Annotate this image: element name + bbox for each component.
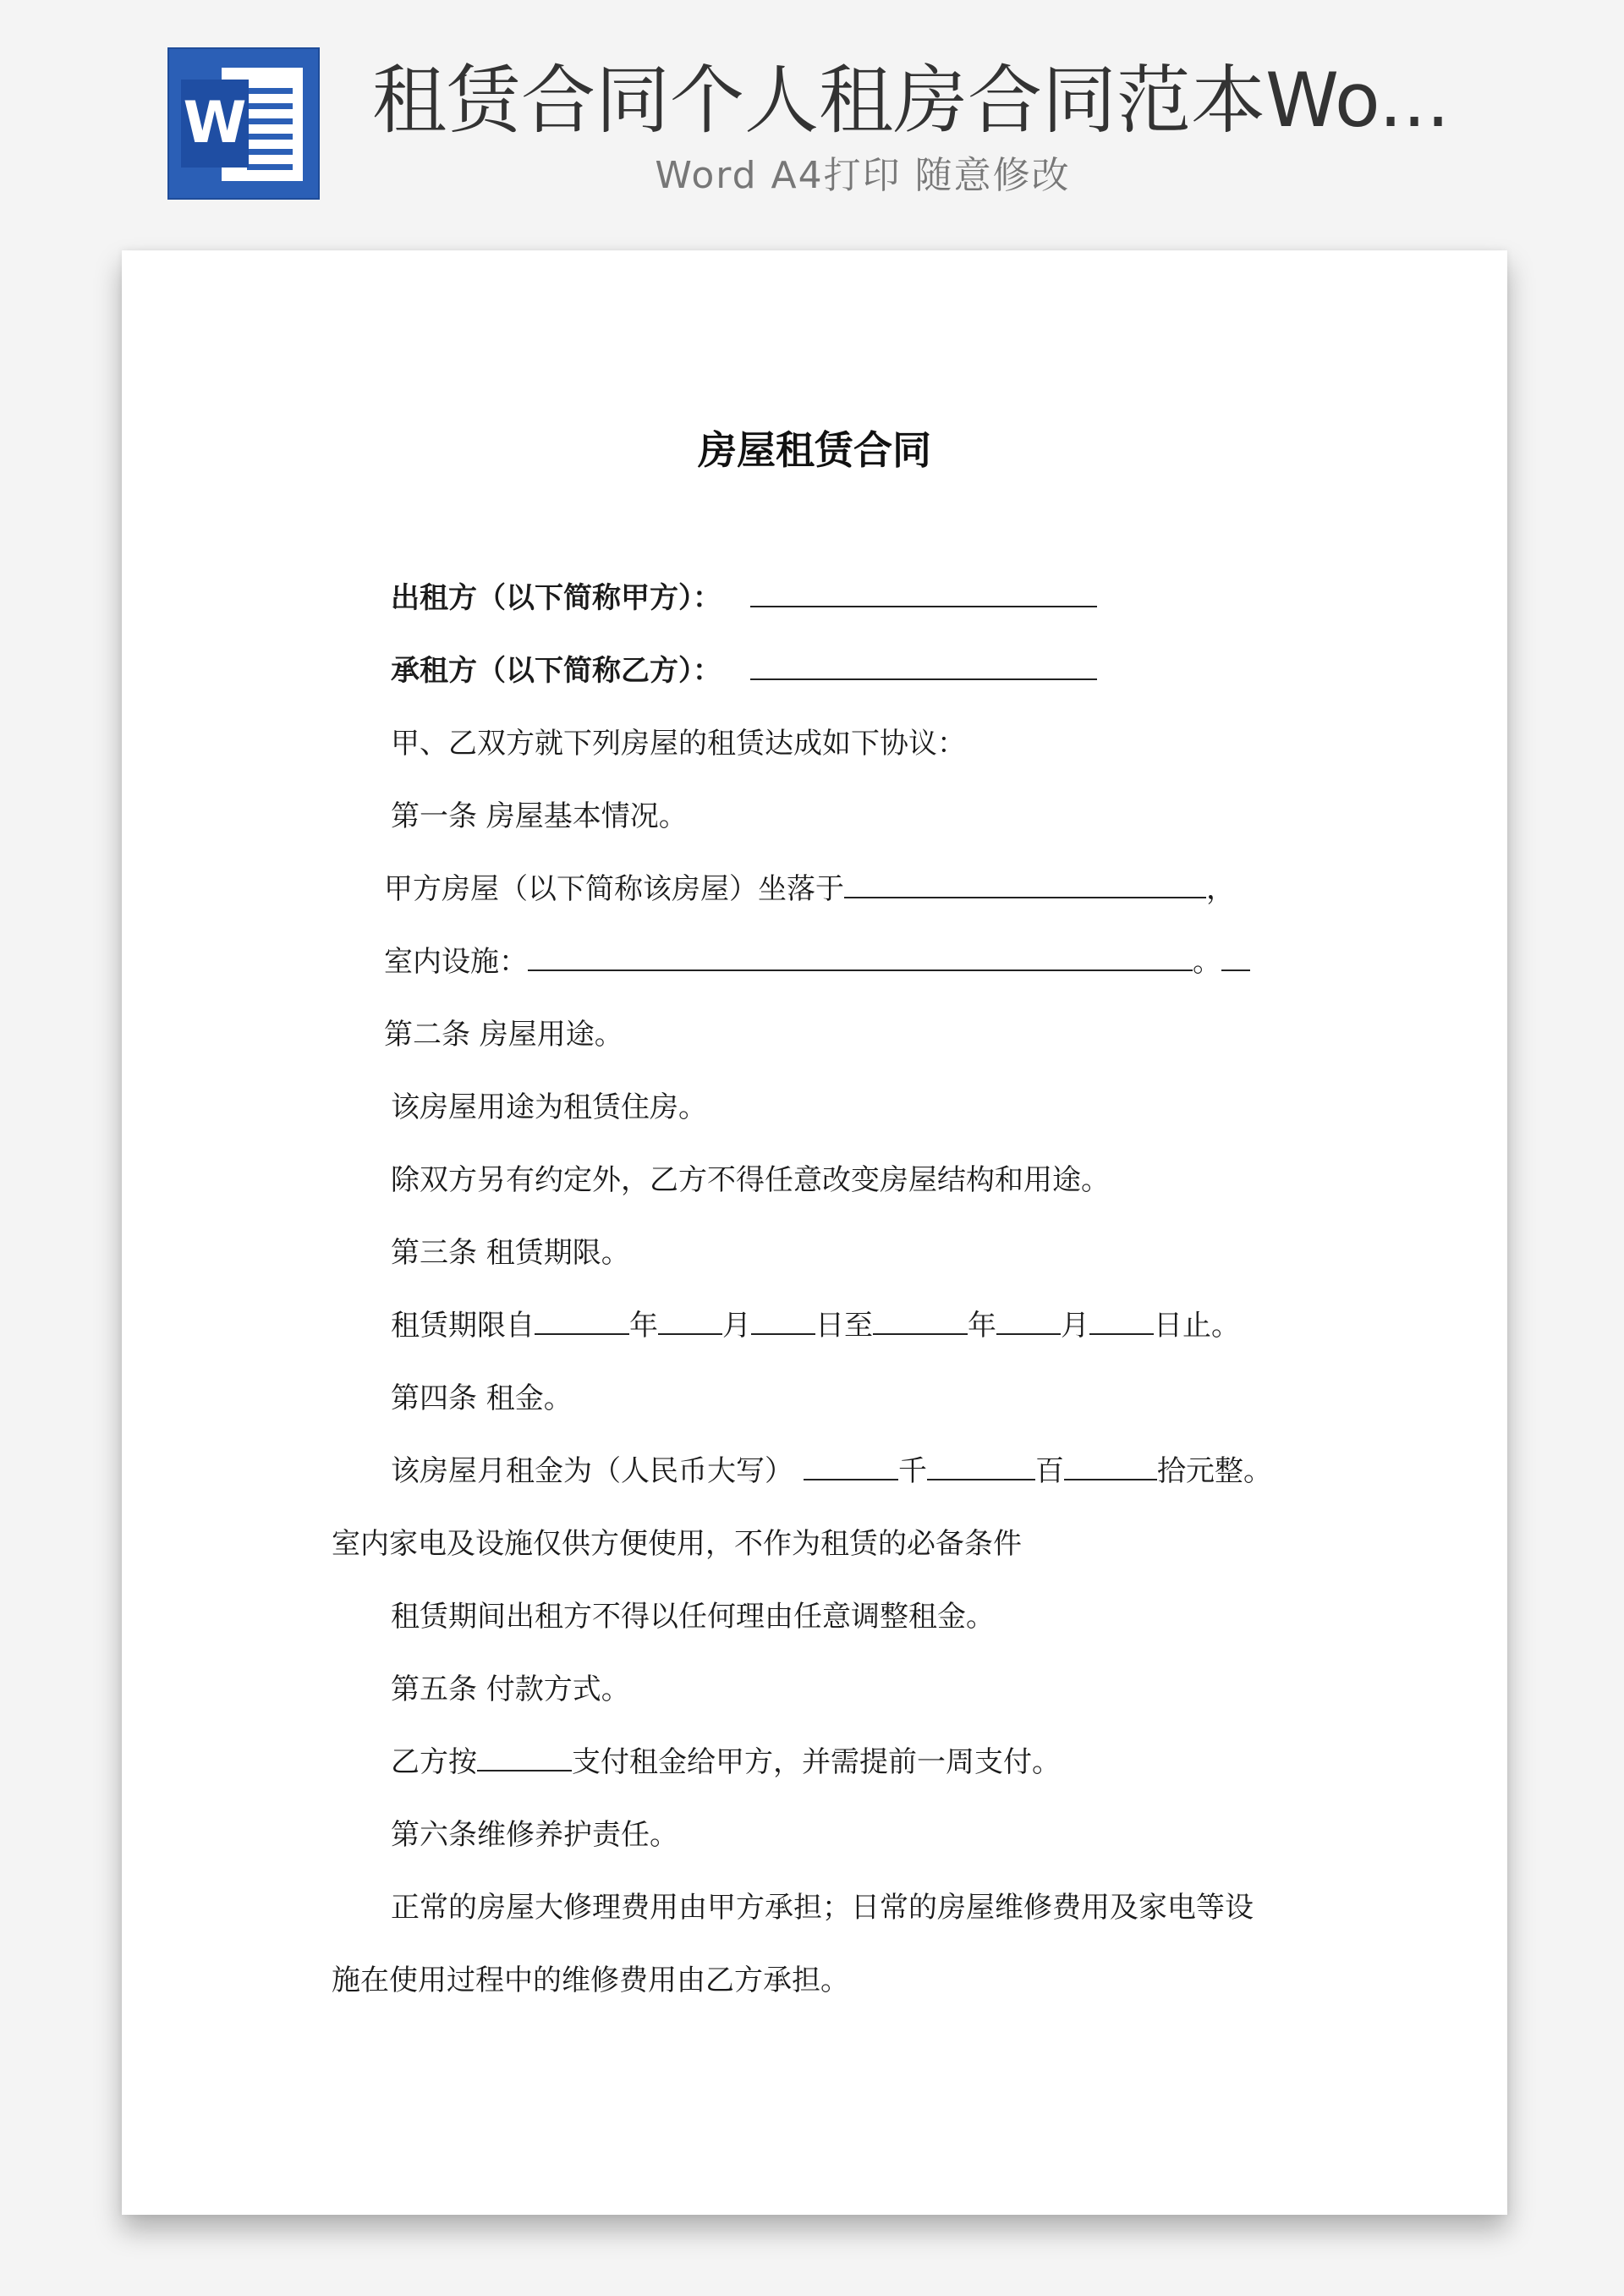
article-5-heading: 第五条 付款方式。 bbox=[391, 1673, 630, 1706]
lessor-label: 出租方（以下简称甲方）： bbox=[391, 581, 721, 615]
start-month-blank bbox=[658, 1305, 722, 1335]
contract-title: 房屋租赁合同 bbox=[698, 427, 931, 473]
rent-hundred: 百 bbox=[1035, 1454, 1064, 1488]
lessor-line bbox=[391, 577, 1097, 619]
location-line bbox=[384, 868, 1235, 910]
end-day-blank bbox=[1089, 1305, 1154, 1335]
end-month-blank bbox=[996, 1305, 1061, 1335]
article-3-heading: 第三条 租赁期限。 bbox=[391, 1236, 630, 1270]
rent-line bbox=[391, 1450, 1272, 1492]
term-month-2: 月 bbox=[1061, 1309, 1089, 1343]
lessee-blank bbox=[750, 650, 1097, 680]
facilities-line bbox=[384, 941, 1250, 983]
lessee-line bbox=[391, 650, 1097, 692]
location-prefix: 甲方房屋（以下简称该房屋）坐落于 bbox=[384, 872, 844, 906]
start-day-blank bbox=[751, 1305, 815, 1335]
article-4-heading: 第四条 租金。 bbox=[391, 1381, 573, 1415]
location-suffix: ， bbox=[1206, 872, 1235, 906]
end-year-blank bbox=[873, 1305, 968, 1335]
payment-prefix: 乙方按 bbox=[391, 1745, 477, 1779]
appliances-line: 室内家电及设施仅供方便使用，不作为租赁的必备条件 bbox=[332, 1527, 1022, 1561]
rent-hundred-blank bbox=[927, 1450, 1035, 1480]
document-page bbox=[122, 250, 1507, 2215]
term-day-1: 日至 bbox=[815, 1309, 873, 1343]
facilities-blank bbox=[528, 941, 1193, 971]
word-letter-badge: W bbox=[181, 80, 249, 168]
facilities-blank-2 bbox=[1221, 941, 1250, 971]
payment-blank bbox=[477, 1741, 572, 1771]
word-doc-icon bbox=[167, 47, 320, 200]
maintenance-line-1: 正常的房屋大修理费用由甲方承担；日常的房屋维修费用及家电等设 bbox=[391, 1891, 1254, 1925]
location-blank bbox=[844, 868, 1206, 898]
start-year-blank bbox=[535, 1305, 629, 1335]
page-title: 租赁合同个人租房合同范本Wo... bbox=[372, 57, 1451, 144]
rent-thousand: 千 bbox=[898, 1454, 927, 1488]
term-day-2: 日止。 bbox=[1154, 1309, 1240, 1343]
rent-ten-blank bbox=[1064, 1450, 1157, 1480]
rent-thousand-blank bbox=[804, 1450, 898, 1480]
article-6-heading: 第六条维修养护责任。 bbox=[391, 1818, 678, 1852]
term-month-1: 月 bbox=[722, 1309, 751, 1343]
payment-line bbox=[391, 1741, 1061, 1783]
article-2-heading: 第二条 房屋用途。 bbox=[384, 1018, 623, 1052]
usage-line-1: 该房屋用途为租赁住房。 bbox=[391, 1090, 707, 1124]
facilities-prefix: 室内设施： bbox=[384, 945, 528, 979]
facilities-suffix: 。 bbox=[1193, 945, 1221, 979]
lessee-label: 承租方（以下简称乙方）： bbox=[391, 654, 721, 688]
lessor-blank bbox=[750, 577, 1097, 607]
term-from: 租赁期限自 bbox=[391, 1309, 535, 1343]
term-line bbox=[391, 1305, 1240, 1347]
no-adjust-line: 租赁期间出租方不得以任何理由任意调整租金。 bbox=[391, 1600, 995, 1634]
rent-prefix: 该房屋月租金为（人民币大写） bbox=[391, 1454, 793, 1488]
page-subtitle: Word A4打印 随意修改 bbox=[655, 154, 1071, 197]
rent-ten: 拾元整。 bbox=[1157, 1454, 1272, 1488]
maintenance-line-2: 施在使用过程中的维修费用由乙方承担。 bbox=[332, 1964, 849, 1997]
usage-line-2: 除双方另有约定外，乙方不得任意改变房屋结构和用途。 bbox=[391, 1163, 1110, 1197]
term-year-2: 年 bbox=[968, 1309, 996, 1343]
payment-suffix: 支付租金给甲方，并需提前一周支付。 bbox=[572, 1745, 1061, 1779]
article-1-heading: 第一条 房屋基本情况。 bbox=[391, 799, 688, 833]
term-year-1: 年 bbox=[629, 1309, 658, 1343]
intro-line: 甲、乙双方就下列房屋的租赁达成如下协议： bbox=[391, 727, 966, 761]
